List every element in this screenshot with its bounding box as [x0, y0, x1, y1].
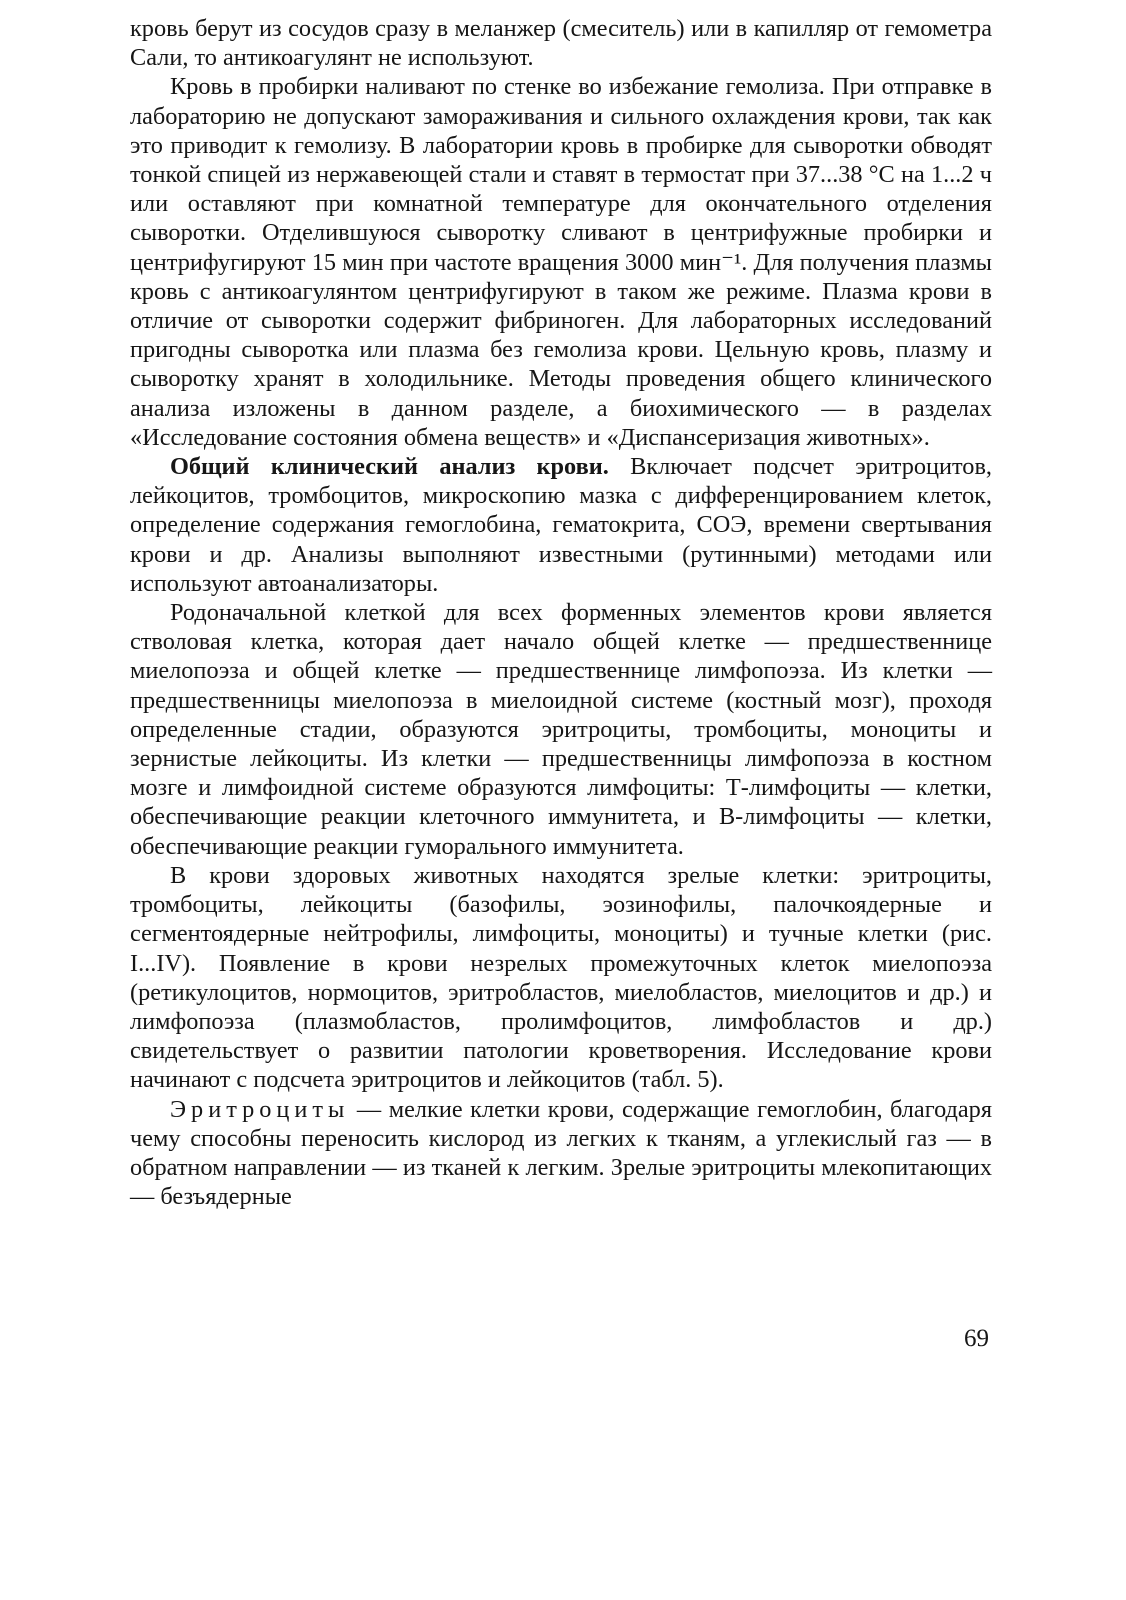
paragraph-1-text: кровь берут из сосудов сразу в меланжер (смеситель) или в капилляр от гемометра Сали, то антикоагулянт не используют. [130, 15, 992, 72]
paragraph-4 [130, 598, 992, 861]
paragraph-4-text: Родоначальной клеткой для всех форменных элементов крови является стволовая клетка, которая дает начало общей клетке — предшественнице миелопоэза и общей клетке — предшественнице лимфопоэза. Из клетки — предшественницы миелопоэза в миелоидной системе (костный мозг), проходя определенные стадии, образуются эритроциты, тромбоциты, моноциты и зернистые лейкоциты. Из клетки — предшественницы лимфопоэза в костном мозге и лимфоидной системе образуются лимфоциты: Т-лимфоциты — клетки, обеспечивающие реакции клеточного иммунитета, и В-лимфоциты — клетки, обеспечивающие реакции гуморального иммунитета. [130, 599, 992, 860]
paragraph-3 [130, 452, 992, 598]
paragraph-6 [130, 1095, 992, 1212]
paragraph-6-text: — мелкие клетки крови, содержащие гемоглобин, благодаря чему способны переносить кислород из легких к тканям, а углекислый газ — в обратном направлении — из тканей к легким. Зрелые эритроциты млекопитающих — безъядерные [130, 1095, 992, 1211]
paragraph-5 [130, 861, 992, 1095]
section-heading: Общий клинический анализ крови. [170, 453, 609, 481]
paragraph-3-text: Включает подсчет эритроцитов, лейкоцитов, тромбоцитов, микроскопию мазка с дифференцированием клеток, определение содержания гемоглобина, гематокрита, СОЭ, времени свертывания крови и др. Анализы выполняют известными (рутинными) методами или используют автоанализаторы. [130, 453, 992, 597]
paragraph-2-text: Кровь в пробирки наливают по стенке во избежание гемолиза. При отправке в лабораторию не допускают замораживания и сильного охлаждения крови, так как это приводит к гемолизу. В лаборатории кровь в пробирке для сыворотки обводят тонкой спицей из нержавеющей стали и ставят в термостат при 37...38 °С на 1...2 ч или оставляют при комнатной температуре для окончательного отделения сыворотки. Отделившуюся сыворотку сливают в центрифужные пробирки и центрифугируют 15 мин при частоте вращения 3000 мин⁻¹. Для получения плазмы кровь с антикоагулянтом центрифугируют в таком же режиме. Плазма крови в отличие от сыворотки содержит фибриноген. Для лабораторных исследований пригодны сыворотка или плазма без гемолиза крови. Цельную кровь, плазму и сыворотку хранят в холодильнике. Методы проведения общего клинического анализа изложены в данном разделе, а биохимического — в разделах «Исследование состояния обмена веществ» и «Диспансеризация животных». [130, 73, 992, 451]
paragraph-5-text: В крови здоровых животных находятся зрелые клетки: эритроциты, тромбоциты, лейкоциты (базофилы, эозинофилы, палочкоядерные и сегментоядерные нейтрофилы, лимфоциты, моноциты) и тучные клетки (рис. I...IV). Появление в крови незрелых промежуточных клеток миелопоэза (ретикулоцитов, нормоцитов, эритробластов, миелобластов, миелоцитов и др.) и лимфопоэза (плазмобластов, пролимфоцитов, лимфобластов и др.) свидетельствует о развитии патологии кроветворения. Исследование крови начинают с подсчета эритроцитов и лейкоцитов (табл. 5). [130, 861, 992, 1094]
paragraph-1 [130, 14, 992, 72]
page-text [130, 14, 992, 1211]
page-number: 69 [964, 1325, 989, 1352]
spaced-term: Эритроциты [170, 1095, 350, 1123]
paragraph-2 [130, 72, 992, 452]
